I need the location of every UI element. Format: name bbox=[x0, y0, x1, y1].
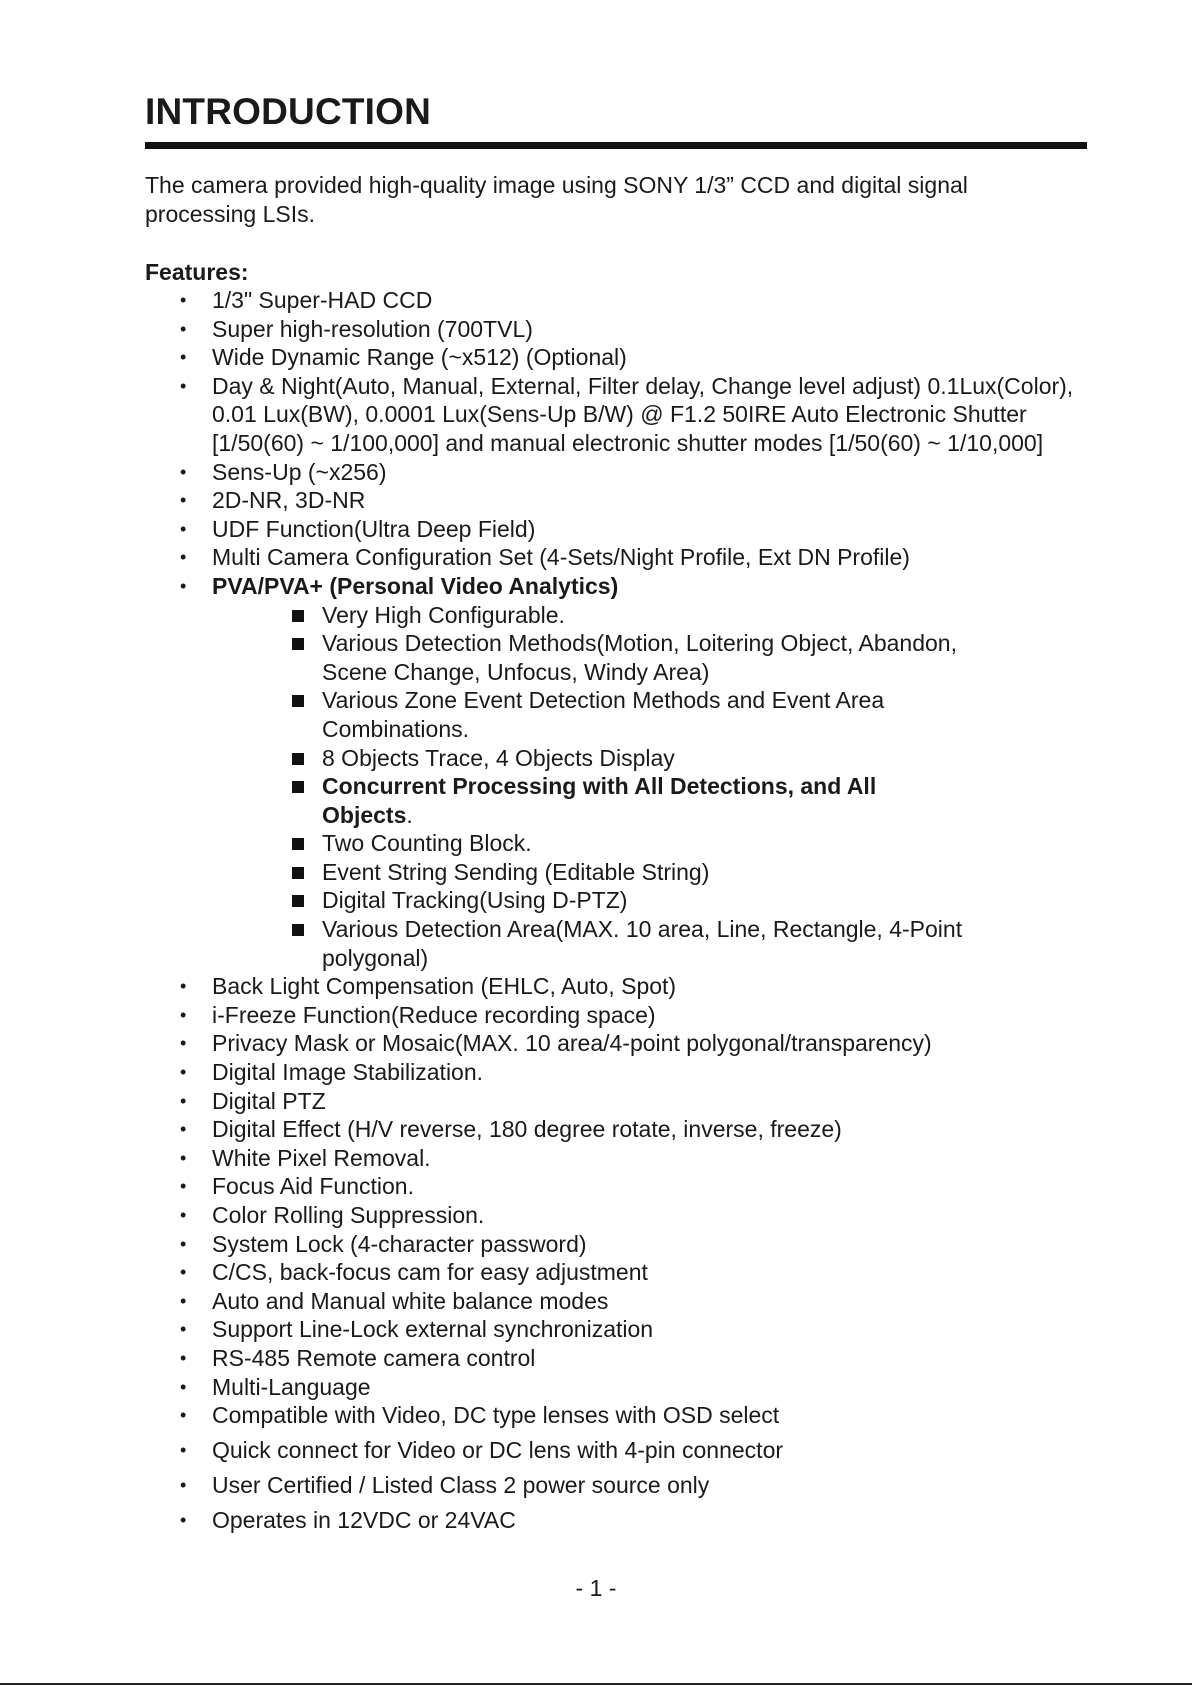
bullet-icon: • bbox=[180, 1062, 187, 1083]
bullet-icon: • bbox=[180, 1290, 187, 1311]
feature-text: Digital Effect (H/V reverse, 180 degree rotate, inverse, freeze) bbox=[212, 1116, 842, 1143]
feature-text: Super high-resolution (700TVL) bbox=[212, 315, 533, 342]
bullet-icon: • bbox=[180, 1319, 187, 1340]
bullet-icon: • bbox=[180, 976, 187, 997]
square-bullet-icon bbox=[292, 867, 304, 879]
list-item bbox=[0, 1115, 1192, 1144]
title-underline bbox=[145, 142, 1087, 149]
bullet-icon: • bbox=[180, 1147, 187, 1168]
list-item bbox=[0, 1201, 1192, 1230]
sublist-item bbox=[0, 915, 1092, 972]
square-bullet-icon bbox=[292, 781, 304, 793]
bullet-icon: • bbox=[180, 318, 187, 339]
bullet-icon: • bbox=[180, 1033, 187, 1054]
feature-text: RS-485 Remote camera control bbox=[212, 1344, 536, 1371]
feature-text: UDF Function(Ultra Deep Field) bbox=[212, 515, 536, 542]
feature-text: Quick connect for Video or DC lens with 4-pin connector bbox=[212, 1437, 784, 1464]
bullet-icon: • bbox=[180, 1004, 187, 1025]
bullet-icon: • bbox=[180, 347, 187, 368]
square-bullet-icon bbox=[292, 838, 304, 850]
list-item bbox=[0, 1506, 1192, 1535]
bullet-icon: • bbox=[180, 1262, 187, 1283]
square-bullet-icon bbox=[292, 895, 304, 907]
sublist-item bbox=[0, 858, 1092, 887]
bullet-icon: • bbox=[180, 1347, 187, 1368]
bullet-icon: • bbox=[180, 1176, 187, 1197]
square-bullet-icon bbox=[292, 695, 304, 707]
list-item bbox=[0, 1471, 1192, 1500]
list-item bbox=[0, 1144, 1192, 1173]
subitem-text: Various Detection Area(MAX. 10 area, Line, Rectangle, 4-Point polygonal) bbox=[322, 916, 963, 971]
feature-text: White Pixel Removal. bbox=[212, 1144, 431, 1171]
subitem-text: Digital Tracking(Using D-PTZ) bbox=[322, 887, 628, 914]
feature-text: Wide Dynamic Range (~x512) (Optional) bbox=[212, 344, 627, 371]
list-item bbox=[0, 972, 1192, 1001]
feature-text: Auto and Manual white balance modes bbox=[212, 1287, 609, 1314]
feature-text: Privacy Mask or Mosaic(MAX. 10 area/4-point polygonal/transparency) bbox=[212, 1030, 932, 1057]
page-title: INTRODUCTION bbox=[145, 91, 432, 132]
bullet-icon: • bbox=[180, 290, 187, 310]
feature-text: User Certified / Listed Class 2 power source only bbox=[212, 1472, 710, 1499]
list-item bbox=[0, 372, 1192, 458]
subitem-text: Various Zone Event Detection Methods and Event Area Combinations. bbox=[322, 687, 885, 742]
sublist-item bbox=[0, 744, 1092, 773]
bullet-icon: • bbox=[180, 1510, 187, 1531]
subitem-text: Various Detection Methods(Motion, Loitering Object, Abandon, Scene Change, Unfocus, Windy Area) bbox=[322, 630, 957, 685]
square-bullet-icon bbox=[292, 753, 304, 765]
sublist-item bbox=[0, 886, 1092, 915]
list-item bbox=[0, 1373, 1192, 1402]
bullet-icon: • bbox=[180, 461, 187, 482]
subitem-text-bold: Concurrent Processing with All Detections, and All Objects bbox=[322, 773, 877, 828]
feature-text: Back Light Compensation (EHLC, Auto, Spot) bbox=[212, 973, 677, 1000]
list-item bbox=[0, 1230, 1192, 1259]
list-item bbox=[0, 1258, 1192, 1287]
bullet-icon: • bbox=[180, 1090, 187, 1111]
page-number: - 1 - bbox=[575, 1575, 617, 1601]
bullet-icon: • bbox=[180, 547, 187, 568]
feature-text: Multi-Language bbox=[212, 1373, 371, 1400]
subitem-text: Two Counting Block. bbox=[322, 830, 532, 857]
bullet-icon: • bbox=[180, 1233, 187, 1254]
list-item bbox=[0, 1087, 1192, 1116]
sublist-item bbox=[0, 829, 1092, 858]
bullet-icon: • bbox=[180, 1205, 187, 1225]
square-bullet-icon bbox=[292, 924, 304, 936]
bullet-icon: • bbox=[180, 1119, 187, 1140]
bullet-icon: • bbox=[180, 518, 187, 539]
list-item bbox=[0, 1287, 1192, 1316]
feature-text: 1/3" Super-HAD CCD bbox=[212, 287, 433, 313]
subitem-text: 8 Objects Trace, 4 Objects Display bbox=[322, 744, 675, 771]
list-item bbox=[0, 1315, 1192, 1344]
feature-text: Focus Aid Function. bbox=[212, 1173, 414, 1200]
features-heading: Features: bbox=[145, 259, 249, 285]
subitem-text: Event String Sending (Editable String) bbox=[322, 858, 710, 885]
list-item bbox=[0, 315, 1192, 344]
feature-text: Day & Night(Auto, Manual, External, Filter delay, Change level adjust) 0.1Lux(Color), 0.01 Lux(BW), 0.0001 Lux(Sens-Up B/W) @ F1.2 50IRE Auto Electronic Shutter [1/50(60) ~ 1/100,000] and manual electronic shutter modes [1/50(60) ~ 1/10,000] bbox=[212, 372, 1074, 456]
subitem-text-tail: . bbox=[406, 801, 413, 828]
list-item bbox=[0, 458, 1192, 487]
sublist-item bbox=[0, 629, 1092, 686]
feature-text: Digital PTZ bbox=[212, 1087, 326, 1114]
feature-text: System Lock (4-character password) bbox=[212, 1230, 587, 1257]
square-bullet-icon bbox=[292, 638, 304, 650]
list-item bbox=[0, 1001, 1192, 1030]
bullet-icon: • bbox=[180, 575, 187, 596]
list-item bbox=[0, 543, 1192, 572]
subitem-text: Very High Configurable. bbox=[322, 601, 565, 628]
feature-text: C/CS, back-focus cam for easy adjustment bbox=[212, 1259, 648, 1286]
feature-text: Color Rolling Suppression. bbox=[212, 1202, 485, 1228]
sublist-item bbox=[0, 686, 1092, 743]
list-item bbox=[0, 286, 1192, 315]
feature-text: Digital Image Stabilization. bbox=[212, 1059, 484, 1086]
sublist-item bbox=[0, 772, 1092, 829]
list-item bbox=[0, 343, 1192, 372]
feature-text: Compatible with Video, DC type lenses with OSD select bbox=[212, 1402, 780, 1429]
bullet-icon: • bbox=[180, 1376, 187, 1397]
bullet-icon: • bbox=[180, 1440, 187, 1461]
pva-sublist bbox=[212, 601, 1092, 973]
list-item bbox=[0, 1401, 1192, 1430]
sublist-item bbox=[0, 601, 1092, 630]
feature-text: Sens-Up (~x256) bbox=[212, 458, 387, 485]
feature-text-bold: PVA/PVA+ (Personal Video Analytics) bbox=[212, 572, 619, 599]
list-item bbox=[0, 1058, 1192, 1087]
feature-text: i-Freeze Function(Reduce recording space) bbox=[212, 1001, 656, 1028]
bullet-icon: • bbox=[180, 490, 187, 511]
square-bullet-icon bbox=[292, 610, 304, 622]
bullet-icon: • bbox=[180, 1405, 187, 1426]
bullet-icon: • bbox=[180, 1475, 187, 1496]
list-item bbox=[0, 1172, 1192, 1201]
list-item bbox=[0, 486, 1192, 515]
feature-text: 2D-NR, 3D-NR bbox=[212, 487, 366, 514]
list-item bbox=[0, 1344, 1192, 1373]
features-list bbox=[0, 286, 1192, 1535]
list-item bbox=[0, 515, 1192, 544]
bullet-icon: • bbox=[180, 375, 187, 396]
feature-text: Multi Camera Configuration Set (4-Sets/Night Profile, Ext DN Profile) bbox=[212, 544, 910, 571]
list-item bbox=[0, 1436, 1192, 1465]
feature-text: Support Line-Lock external synchronization bbox=[212, 1316, 654, 1343]
list-item bbox=[0, 1029, 1192, 1058]
feature-text: Operates in 12VDC or 24VAC bbox=[212, 1507, 516, 1534]
list-item-pva bbox=[0, 572, 1192, 972]
intro-paragraph: The camera provided high-quality image using SONY 1/3” CCD and digital signal processing LSIs. bbox=[145, 172, 968, 227]
